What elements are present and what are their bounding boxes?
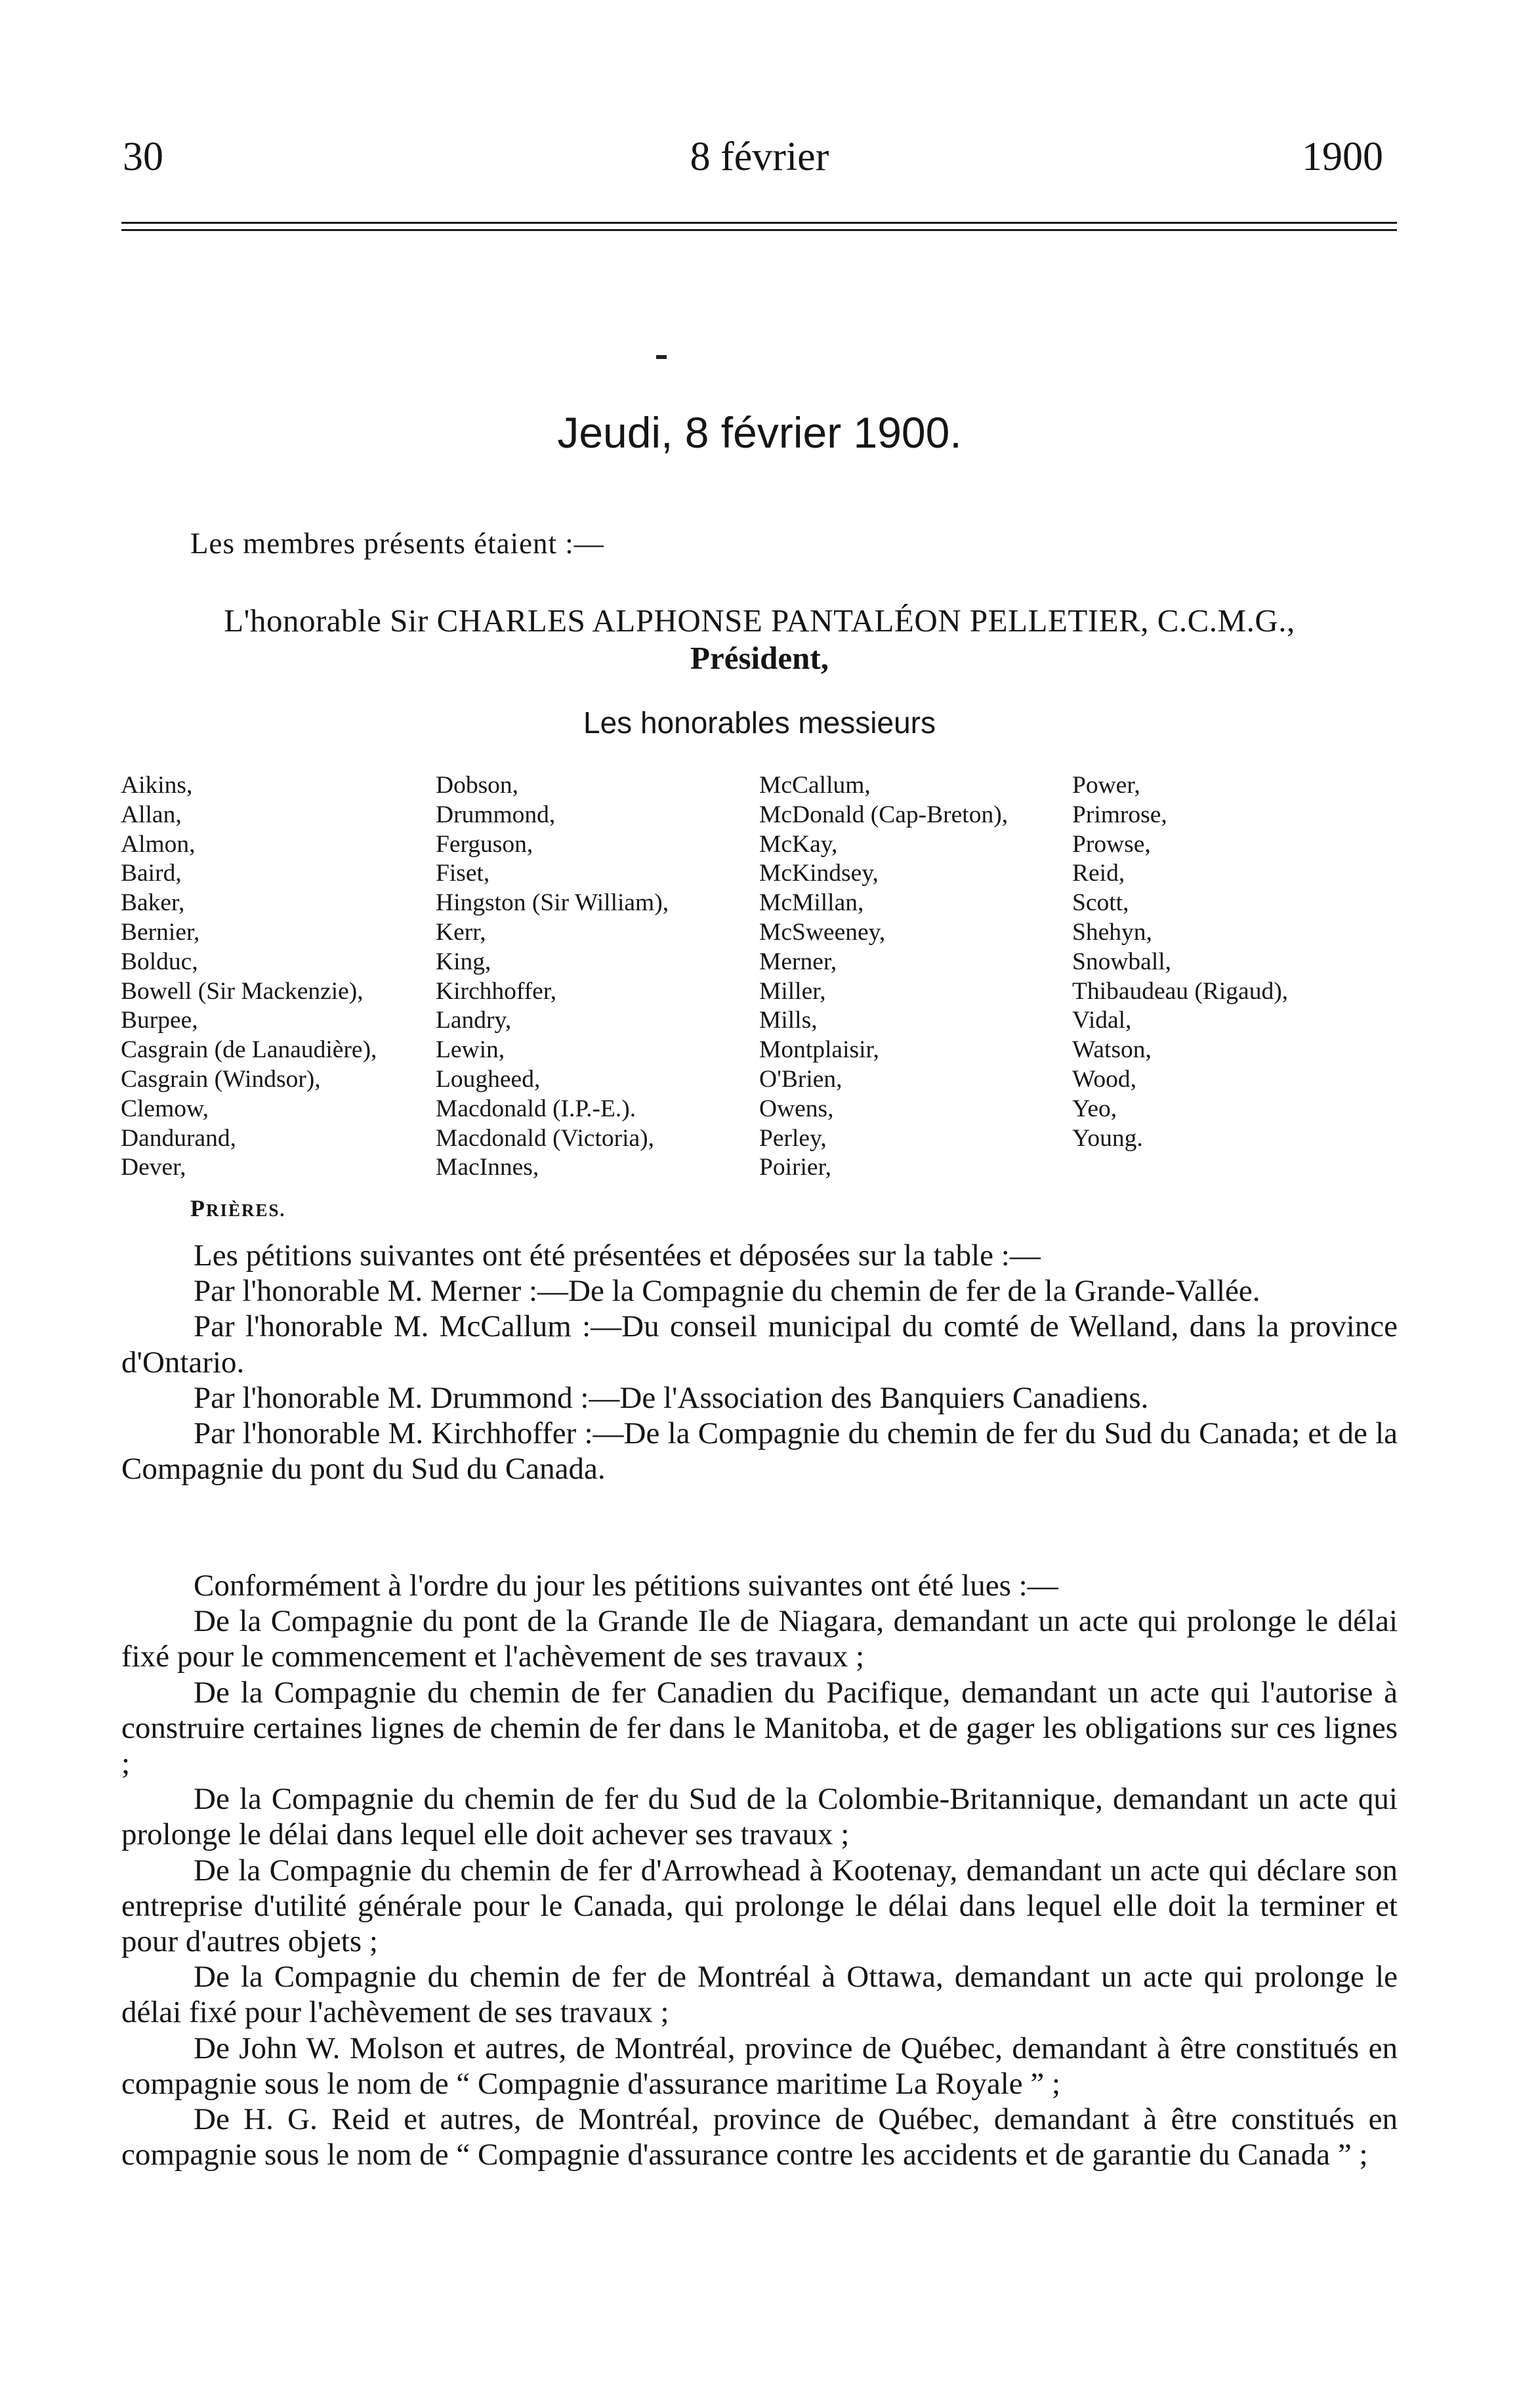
petition-read: De John W. Molson et autres, de Montréal, province de Québec, demandant à être constitués en compagnie sous le nom de “ Compagnie d'assurance maritime La Royale ” ;	[121, 2031, 1398, 2101]
senator-name: Wood,	[1072, 1065, 1137, 1093]
senator-name: Montplaisir,	[759, 1036, 879, 1064]
senator-name: MacInnes,	[436, 1154, 539, 1181]
petitions-read-intro: Conformément à l'ordre du jour les pétitions suivantes ont été lues :—	[194, 1569, 1058, 1603]
senator-name: Primrose,	[1072, 801, 1167, 828]
page-number: 30	[123, 135, 163, 179]
senator-name: Hingston (Sir William),	[436, 889, 669, 917]
senator-name: Owens,	[759, 1095, 834, 1122]
senators-column-4	[1072, 771, 1288, 1153]
running-header-date: 8 février	[690, 135, 829, 179]
senator-name: Dobson,	[436, 772, 519, 799]
senator-name: McKindsey,	[759, 860, 879, 887]
senators-column-3	[759, 771, 1008, 1183]
senator-name: Casgrain (Windsor),	[121, 1065, 321, 1093]
petition-presented: Par l'honorable M. McCallum :—Du conseil municipal du comté de Welland, dans la province d'Ontario.	[121, 1309, 1398, 1380]
senator-name: McSweeney,	[759, 918, 886, 946]
senator-name: McDonald (Cap-Breton),	[759, 801, 1009, 828]
prayers-heading	[190, 1194, 285, 1222]
senator-name: Thibaudeau (Rigaud),	[1072, 977, 1289, 1005]
print-speck	[656, 355, 667, 359]
senator-name: Prowse,	[1072, 830, 1151, 858]
senator-name: Bernier,	[121, 918, 200, 946]
petition-read: De la Compagnie du chemin de fer du Sud de la Colombie-Britannique, demandant un acte qui prolonge le délai dans lequel elle doit achever ses travaux ;	[121, 1782, 1398, 1852]
senator-name: Miller,	[759, 977, 826, 1005]
senator-name: King,	[436, 948, 491, 975]
senator-name: Young.	[1072, 1124, 1143, 1152]
senator-name: Aikins,	[121, 772, 193, 799]
senator-name: Reid,	[1072, 860, 1125, 887]
senator-name: Bowell (Sir Mackenzie),	[121, 977, 364, 1005]
senator-name: Baker,	[121, 889, 185, 917]
senator-name: Allan,	[121, 801, 182, 828]
speaker-title: Président,	[690, 640, 829, 676]
senator-name: Fiset,	[436, 860, 490, 887]
senator-name: Drummond,	[436, 801, 556, 828]
petition-read: De la Compagnie du chemin de fer Canadien du Pacifique, demandant un acte qui l'autorise à construire certaines lignes de chemin de fer dans le Manitoba, et de gager les obligations sur ces lignes ;	[121, 1675, 1398, 1781]
senator-name: Kerr,	[436, 918, 486, 946]
senator-name: Dever,	[121, 1154, 186, 1181]
senator-name: Poirier,	[759, 1154, 831, 1181]
petition-read: De la Compagnie du chemin de fer de Montréal à Ottawa, demandant un acte qui prolonge le délai fixé pour l'achèvement de ses travaux ;	[121, 1960, 1398, 2030]
senator-name: O'Brien,	[759, 1065, 843, 1093]
sitting-date-title: Jeudi, 8 février 1900.	[557, 408, 962, 457]
petitions-read-section	[121, 1568, 1398, 2172]
senator-name: McMillan,	[759, 889, 864, 917]
senator-name: Perley,	[759, 1124, 827, 1152]
senator-name: Snowball,	[1072, 948, 1172, 975]
senator-name: Mills,	[759, 1007, 818, 1034]
petition-read: De la Compagnie du pont de la Grande Ile de Niagara, demandant un acte qui prolonge le délai fixé pour le commencement et l'achèvement de ses travaux ;	[121, 1604, 1398, 1674]
senator-name: Landry,	[436, 1007, 512, 1034]
running-header-year: 1900	[1302, 135, 1383, 179]
petition-presented: Par l'honorable M. Drummond :—De l'Association des Banquiers Canadiens.	[194, 1380, 1149, 1415]
senator-name: Bolduc,	[121, 948, 198, 975]
senator-name: Power,	[1072, 772, 1140, 799]
senator-name: Dandurand,	[121, 1124, 236, 1152]
prayers-rest: RIÈRES.	[206, 1200, 286, 1220]
senator-name: Yeo,	[1072, 1095, 1117, 1122]
senator-name: Casgrain (de Lanaudière),	[121, 1036, 377, 1064]
senator-name: McKay,	[759, 830, 838, 858]
senator-name: Baird,	[121, 860, 182, 887]
senator-name: Merner,	[759, 948, 837, 975]
prayers-initial: P	[190, 1195, 206, 1221]
senator-name: Macdonald (I.P.-E.).	[436, 1095, 636, 1122]
senators-column-1	[121, 771, 377, 1183]
petition-presented: Par l'honorable M. Merner :—De la Compagnie du chemin de fer de la Grande-Vallée.	[194, 1274, 1260, 1309]
petition-read: De H. G. Reid et autres, de Montréal, province de Québec, demandant à être constitués en compagnie sous le nom de “ Compagnie d'assurance contre les accidents et de garantie du Canada ” ;	[121, 2102, 1398, 2172]
speaker-name: L'honorable Sir CHARLES ALPHONSE PANTALÉON PELLETIER, C.C.M.G.,	[224, 602, 1295, 639]
senator-name: Burpee,	[121, 1007, 198, 1034]
senator-name: Shehyn,	[1072, 918, 1152, 946]
petition-read: De la Compagnie du chemin de fer d'Arrowhead à Kootenay, demandant un acte qui déclare son entreprise d'utilité générale pour le Canada, qui prolonge le délai dans lequel elle doit la terminer et pour d'autres objets ;	[121, 1853, 1398, 1959]
header-rule-top	[121, 222, 1397, 224]
members-present-intro: Les membres présents étaient :—	[190, 527, 604, 560]
senator-name: Vidal,	[1072, 1007, 1132, 1034]
senator-name: Macdonald (Victoria),	[436, 1124, 655, 1152]
senator-name: Ferguson,	[436, 830, 533, 858]
senator-name: Scott,	[1072, 889, 1129, 917]
senator-name: McCallum,	[759, 772, 871, 799]
senator-name: Watson,	[1072, 1036, 1152, 1064]
petitions-presented-section	[121, 1238, 1398, 1487]
petition-presented: Par l'honorable M. Kirchhoffer :—De la Compagnie du chemin de fer du Sud du Canada; et de la Compagnie du pont du Sud du Canada.	[121, 1416, 1398, 1487]
senator-name: Lewin,	[436, 1036, 505, 1064]
senator-name: Kirchhoffer,	[436, 977, 557, 1005]
senator-name: Almon,	[121, 830, 196, 858]
senator-name: Clemow,	[121, 1095, 209, 1122]
senator-name: Lougheed,	[436, 1065, 541, 1093]
petitions-presented-intro: Les pétitions suivantes ont été présentées et déposées sur la table :—	[194, 1238, 1041, 1273]
header-rule-bottom	[121, 229, 1397, 231]
senators-heading: Les honorables messieurs	[583, 706, 936, 740]
senators-column-2	[436, 771, 669, 1183]
